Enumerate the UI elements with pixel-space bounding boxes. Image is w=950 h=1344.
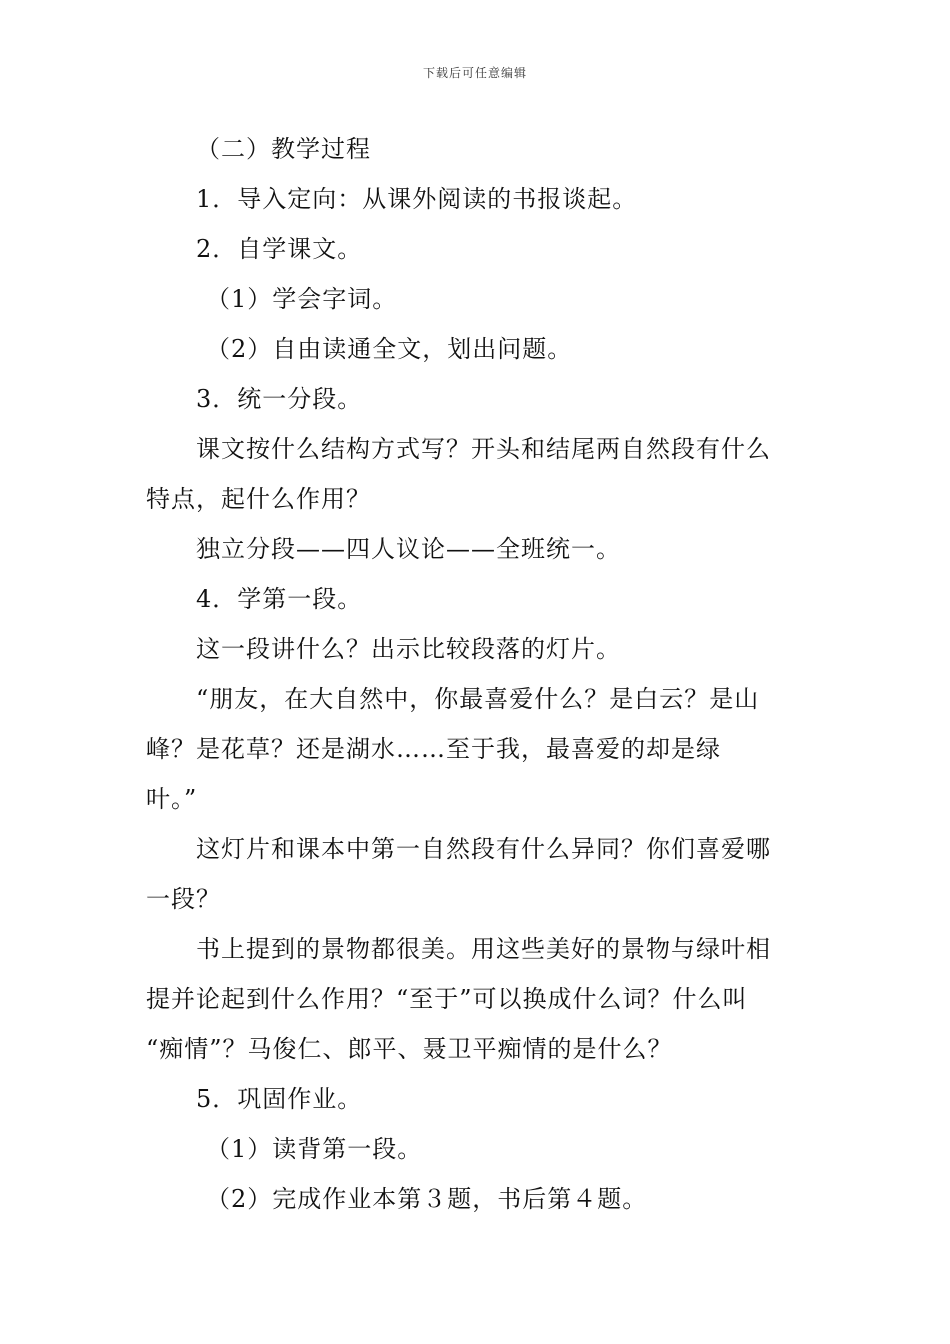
section-title: （二）教学过程 [196, 135, 371, 163]
step-3-question-line-1: 课文按什么结构方式写？开头和结尾两自然段有什么 [196, 435, 771, 463]
compare-line-2: 一段？ [146, 885, 221, 913]
page-header: 下载后可任意编辑 [422, 66, 527, 80]
quote-paragraph [146, 674, 806, 824]
step-3-question-line-2: 特点，起什么作用？ [146, 485, 371, 513]
compare-paragraph [146, 824, 806, 924]
step-3-method: 独立分段——四人议论——全班统一。 [196, 535, 621, 563]
quote-line-2: 峰？是花草？还是湖水……至于我，最喜爱的却是绿 [146, 735, 721, 763]
discuss-line-2: 提并论起到什么作用？“至于”可以换成什么词？什么叫 [146, 985, 748, 1013]
step-1: 1．导入定向：从课外阅读的书报谈起。 [196, 185, 638, 213]
discuss-line-1: 书上提到的景物都很美。用这些美好的景物与绿叶相 [196, 935, 771, 963]
discuss-paragraph [146, 924, 806, 1074]
quote-line-1: “朋友，在大自然中，你最喜爱什么？是白云？是山 [196, 685, 760, 713]
discuss-line-3: “痴情”？马俊仁、郎平、聂卫平痴情的是什么？ [146, 1035, 673, 1063]
step-4: 4．学第一段。 [196, 585, 363, 613]
step-3-question-paragraph [146, 424, 806, 524]
quote-line-3: 叶。” [146, 785, 198, 813]
step-2-sub-1: （1）学会字词。 [206, 285, 398, 313]
compare-line-1: 这灯片和课本中第一自然段有什么异同？你们喜爱哪 [196, 835, 771, 863]
step-2-sub-2: （2）自由读通全文，划出问题。 [206, 335, 573, 363]
step-5: 5．巩固作业。 [196, 1085, 363, 1113]
step-5-sub-2: （2）完成作业本第３题，书后第４题。 [206, 1185, 648, 1213]
step-4-intro: 这一段讲什么？出示比较段落的灯片。 [196, 635, 621, 663]
step-3: 3．统一分段。 [196, 385, 363, 413]
step-2: 2．自学课文。 [196, 235, 363, 263]
step-5-sub-1: （1）读背第一段。 [206, 1135, 423, 1163]
